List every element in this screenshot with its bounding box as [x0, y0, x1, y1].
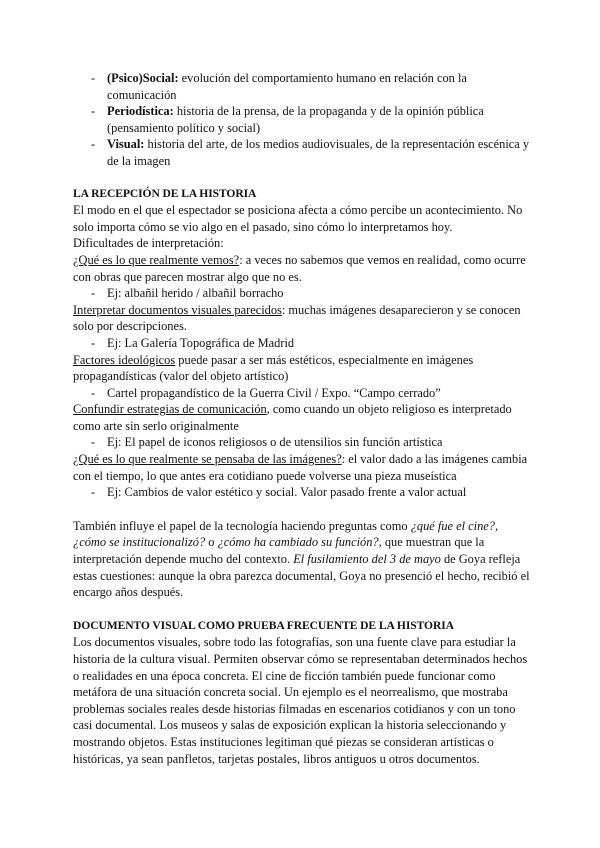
example-text: Ej: La Galería Topográfica de Madrid [107, 335, 295, 350]
bullet-term: Periodística: [107, 104, 174, 119]
visual-document-paragraph: Los documentos visuales, sobre todo las fotografías, son una fuente clave para estudiar la historia de la cultura visual. Permiten observar cómo se representaban determinados hechos o realidades en una época concreta. El cine de ficción también puede funcionar como metáfora de una situación concreta social. Un ejemplo es el neorrealismo, que mostraba problemas sociales reales desde historias filmadas en escenarios cotidianos y con un tono casi documental. Los museos y salas de exposición explican la historia seleccionando y mostrando objetos. Estas instituciones legitiman qué piezas se consideran artísticas o históricas, ya sean panfletos, tarjetas postales, libros antiguos u otros documentos. [73, 635, 528, 766]
bullet-term: Visual: [107, 137, 145, 152]
difficulty-term: Interpretar documentos visuales parecidos [73, 302, 282, 317]
bullet-dash: - [91, 485, 96, 500]
section-heading-reception: LA RECEPCIÓN DE LA HISTORIA [73, 186, 257, 200]
bullet-dash: - [91, 435, 96, 450]
example-item [73, 285, 533, 302]
difficulty-term: Factores ideológicos [73, 352, 176, 367]
example-text: Ej: albañil herido / albañil borracho [107, 286, 284, 301]
bullet-text: historia de la prensa, de la propaganda y de la opinión pública (pensamiento político y social) [107, 104, 484, 135]
section-intro: El modo en el que el espectador se posiciona afecta a cómo percibe un acontecimiento. No solo importa cómo se vio algo en el pasado, sino cómo lo interpretamos hoy. [73, 203, 523, 234]
paragraph-text: o [205, 535, 218, 550]
artwork-title: El fusilamiento del 3 de mayo [293, 552, 441, 567]
example-text: Ej: Cambios de valor estético y social. Valor pasado frente a valor actual [107, 485, 467, 500]
difficulty-text: : a veces no sabemos que vemos en realidad, como ocurre con obras que parecen mostrar algo que no es. [73, 252, 526, 284]
example-item [73, 484, 533, 501]
question-function: ¿cómo ha cambiado su función? [217, 535, 379, 550]
difficulty-text: puede pasar a ser más estéticos, especialmente en imágenes propagandísticas (valor del objeto artístico) [73, 352, 474, 384]
difficulty-item [73, 401, 533, 434]
difficulty-term: ¿Qué es lo que realmente se pensaba de las imágenes? [73, 452, 342, 467]
example-text: Cartel propagandístico de la Guerra Civil / Expo. “Campo cerrado” [107, 385, 441, 400]
difficulty-item [73, 451, 533, 484]
difficulty-item [73, 302, 533, 335]
difficulty-item [73, 252, 533, 285]
paragraph-text: , que muestran que la interpretación depende mucho del contexto. [73, 535, 485, 567]
bullet-dash: - [91, 286, 96, 301]
difficulty-term: ¿Qué es lo que realmente vemos? [73, 252, 240, 267]
bullet-dash: - [91, 137, 96, 152]
bullet-dash: - [91, 71, 96, 85]
bullet-dash: - [91, 385, 96, 400]
difficulty-term: Confundir estrategias de comunicación [73, 402, 267, 417]
question-cinema: ¿qué fue el cine?, ¿cómo se institucionalizó? [73, 518, 499, 550]
paragraph-text: También influye el papel de la tecnología haciendo preguntas como [73, 518, 411, 533]
list-item [73, 70, 533, 103]
paragraph-text: de Goya refleja estas cuestiones: aunque la obra parezca documental, Goya no presenció el hecho, recibió el encargo años después. [73, 552, 530, 600]
bullet-text: historia del arte, de los medios audiovisuales, de la representación escénica y de la imagen [107, 137, 530, 168]
section-heading-visual-document: DOCUMENTO VISUAL COMO PRUEBA FRECUENTE DE LA HISTORIA [73, 618, 454, 632]
list-item [73, 103, 533, 136]
list-item [73, 136, 533, 169]
bullet-text: evolución del comportamiento humano en relación con la comunicación [107, 71, 467, 102]
difficulties-label: Dificultades de interpretación: [73, 236, 224, 251]
bullet-term: (Psico)Social: [107, 71, 179, 85]
document-page [73, 70, 533, 767]
example-text: Ej: El papel de iconos religiosos o de utensilios sin función artística [107, 435, 443, 450]
difficulty-text: , como cuando un objeto religioso es interpretado como arte sin serlo originalmente [73, 402, 512, 433]
difficulty-text: : el valor dado a las imágenes cambia con el tiempo, lo que antes era cotidiano puede volverse una pieza museística [73, 452, 528, 483]
technology-paragraph [73, 518, 533, 601]
bullet-dash: - [91, 335, 96, 350]
example-item [73, 434, 533, 451]
example-item [73, 335, 533, 352]
bullet-dash: - [91, 104, 96, 119]
difficulty-text: : muchas imágenes desaparecieron y se conocen solo por descripciones. [73, 302, 521, 334]
example-item [73, 385, 533, 402]
difficulty-item [73, 352, 533, 385]
bullet-list-top [73, 70, 533, 170]
